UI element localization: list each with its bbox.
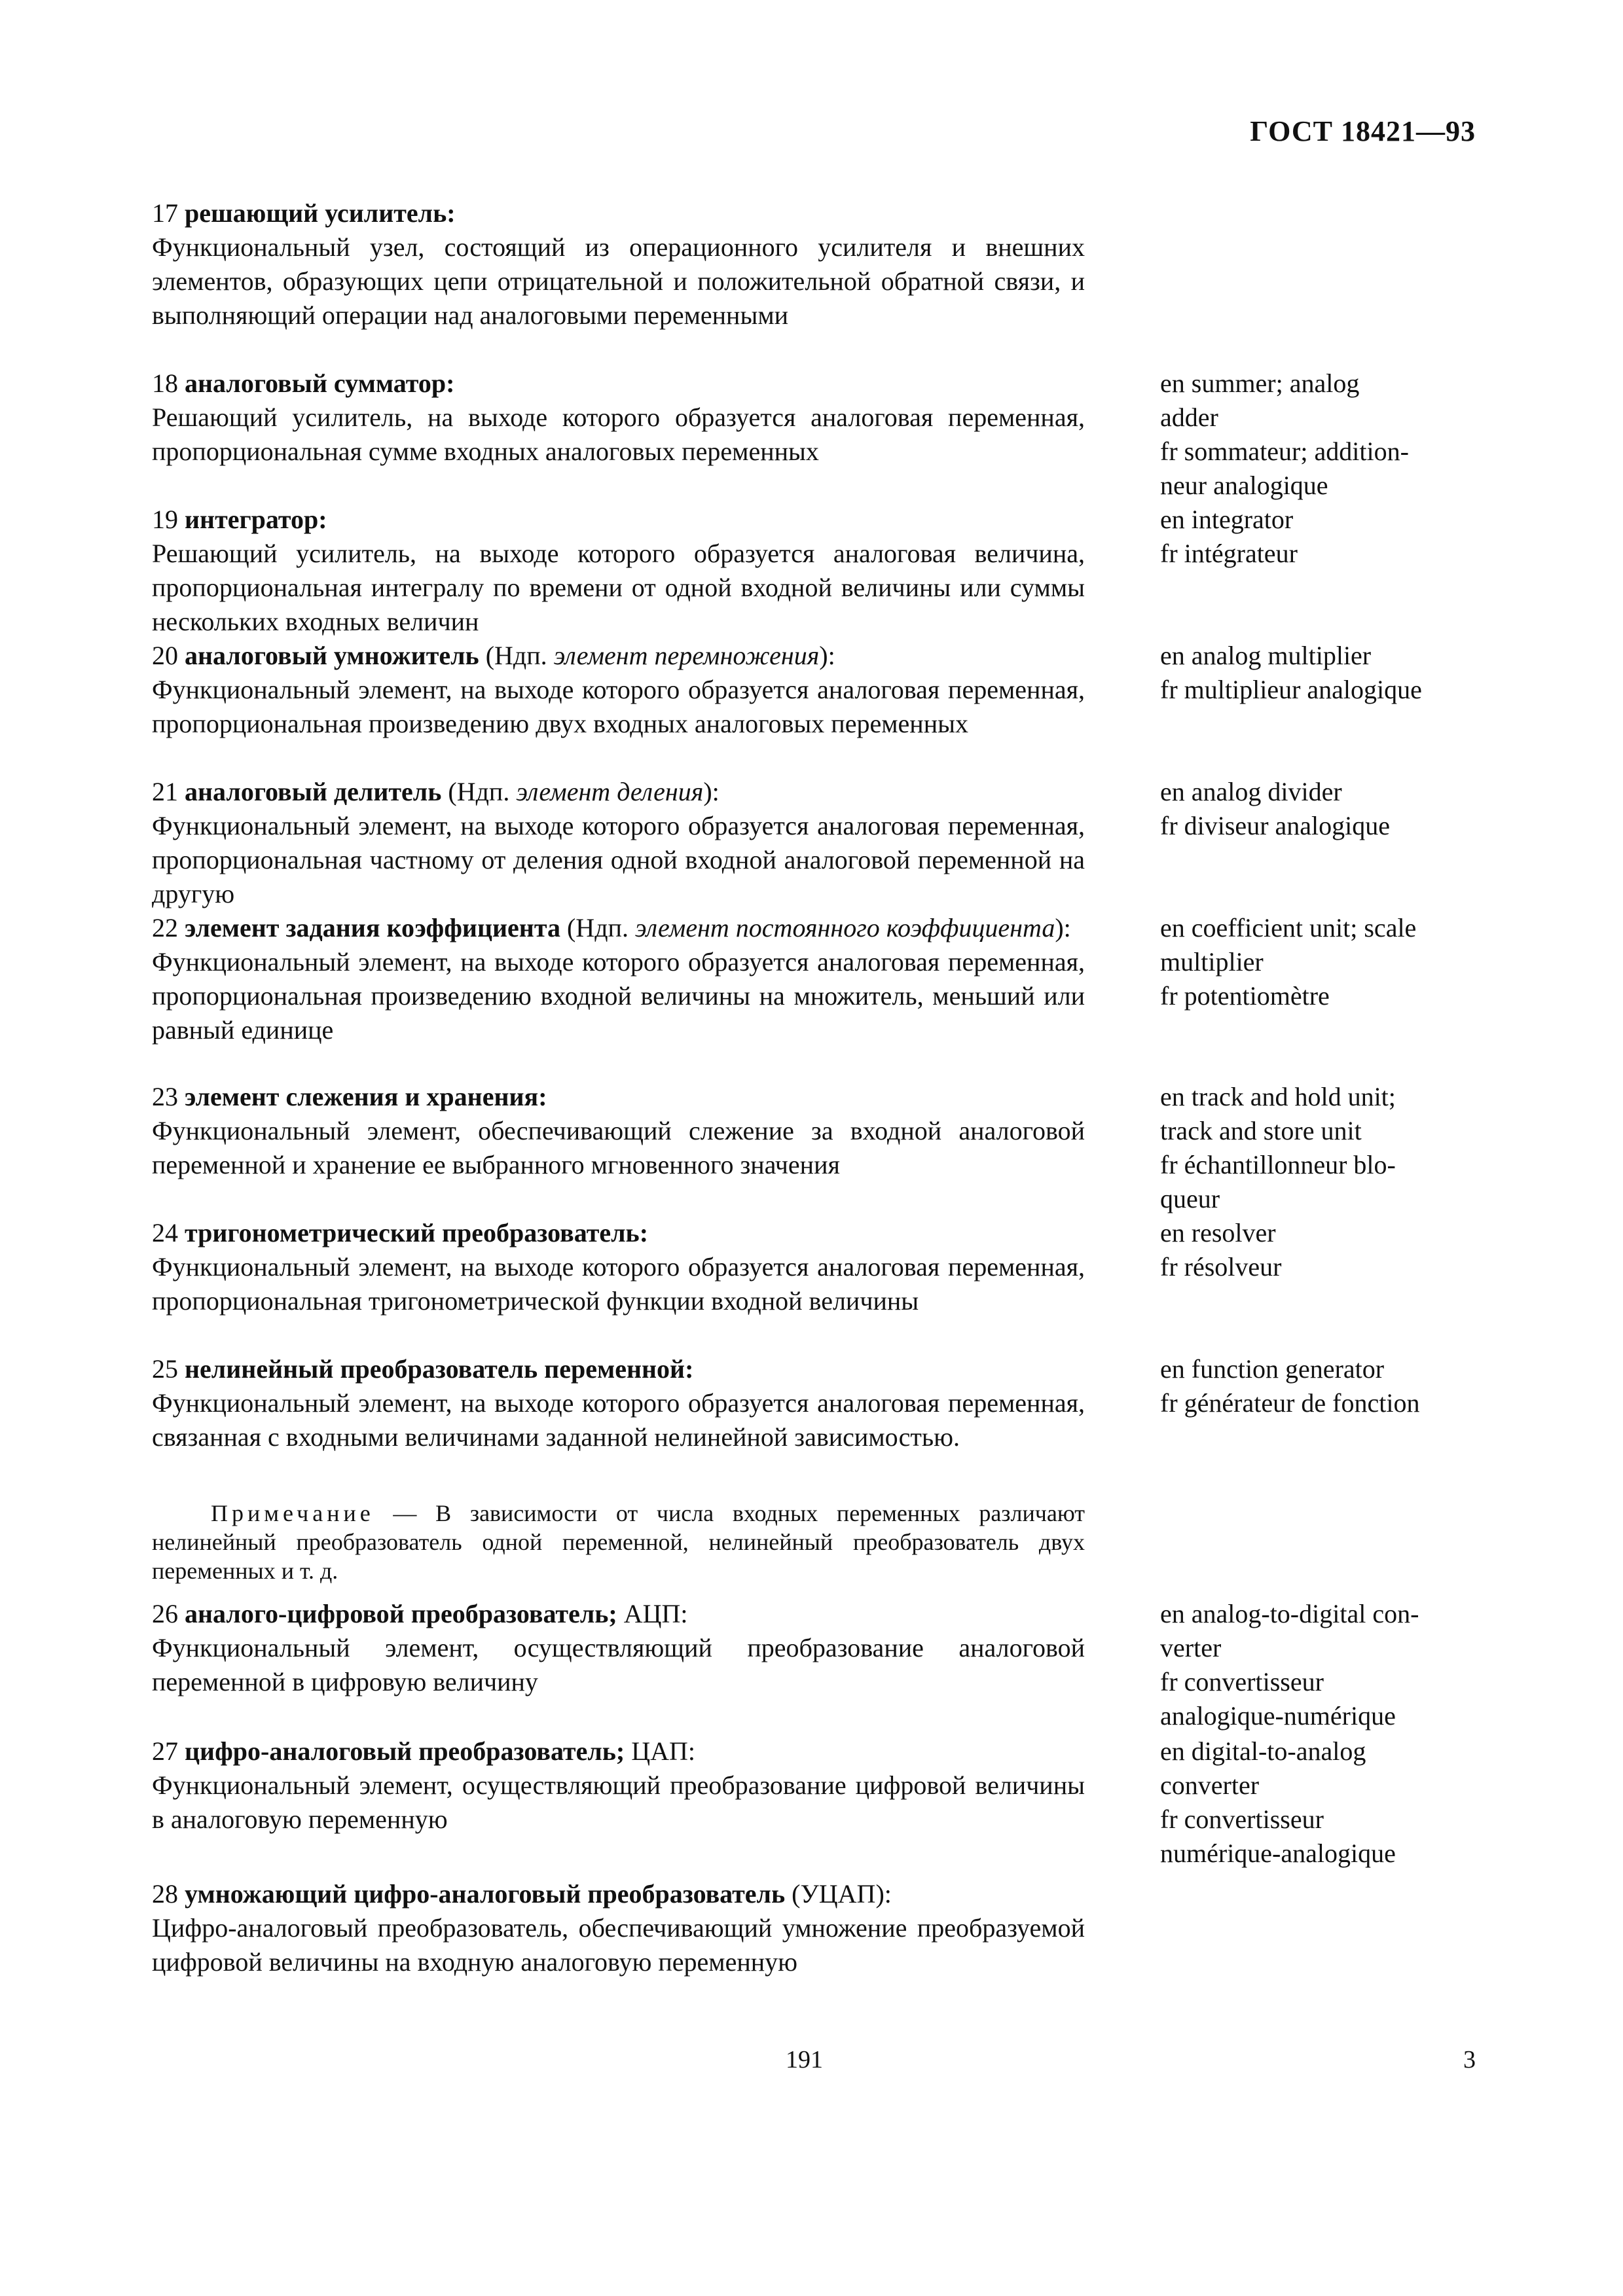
foreign-equivalents [1160,1080,1481,1216]
deprecated-close: ): [1055,913,1071,942]
term-name: цифро-аналоговый преобразователь; [185,1736,625,1766]
note-label: Примечание [211,1500,374,1526]
term-number: 24 [152,1218,178,1247]
equivalent-line: fr échantillonneur blo- [1160,1150,1396,1179]
foreign-equivalents [1160,639,1481,707]
equivalent-line: en coefficient unit; scale [1160,913,1417,942]
equivalent-line: verter [1160,1633,1222,1662]
equivalent-line: en analog-to-digital con- [1160,1599,1419,1628]
foreign-equivalents [1160,775,1481,843]
equivalent-line: fr sommateur; addition- [1160,437,1409,466]
deprecated-prefix: (Ндп. [479,641,554,670]
term-block [152,1734,1085,1837]
term-block [152,775,1085,911]
equivalent-line: multiplier [1160,947,1264,977]
equivalent-line: converter [1160,1770,1260,1800]
term-number: 27 [152,1736,178,1766]
term-definition: Решающий усилитель, на выходе которого образуется аналоговая величина, пропорциональная интегралу по времени от одной входной величины или суммы нескольких входных величин [152,539,1085,636]
equivalent-line: numérique-analogique [1160,1839,1396,1868]
term-definition: Функциональный элемент, обеспечивающий слежение за входной аналоговой переменной и хранение ее выбранного мгновенного значения [152,1116,1085,1179]
term-block [152,1216,1085,1318]
equivalent-line: fr générateur de fonction [1160,1388,1420,1418]
equivalent-line: fr convertisseur [1160,1804,1324,1834]
term-block [152,1080,1085,1182]
term-definition: Функциональный узел, состоящий из операционного усилителя и внешних элементов, образующих цепи отрицательной и положительной обратной связи, и выполняющий операции над аналоговыми переменными [152,232,1085,330]
page-number: 191 [786,2046,823,2073]
foreign-equivalents [1160,1597,1481,1733]
term-definition: Функциональный элемент, на выходе которого образуется аналоговая переменная, связанная с входными величинами заданной нелинейной зависимостью. [152,1388,1085,1452]
term-block [152,1352,1085,1454]
term-number: 18 [152,368,178,398]
equivalent-line: analogique-numérique [1160,1701,1396,1731]
equivalent-line: fr diviseur analogique [1160,811,1390,840]
term-name: умножающий цифро-аналоговый преобразователь [185,1879,786,1909]
term-name: решающий усилитель: [185,198,456,228]
term-name: элемент задания коэффициента [185,913,560,942]
equivalent-line: en digital-to-analog [1160,1736,1366,1766]
equivalent-line: fr intégrateur [1160,539,1298,568]
term-block [152,367,1085,469]
term-block [152,1877,1085,1979]
equivalent-line: en summer; analog [1160,368,1360,398]
equivalent-line: adder [1160,403,1218,432]
term-name: интегратор: [185,505,327,534]
term-name: аналоговый умножитель [185,641,479,670]
term-name: нелинейный преобразователь переменной: [185,1354,694,1384]
foreign-equivalents [1160,911,1481,1013]
equivalent-line: track and store unit [1160,1116,1362,1145]
foreign-equivalents [1160,367,1481,503]
term-definition: Функциональный элемент, на выходе которого образуется аналоговая переменная, пропорциональная произведению входной величины на множитель, меньший или равный единице [152,947,1085,1045]
standard-code: ГОСТ 18421—93 [1250,115,1476,147]
term-definition: Функциональный элемент, на выходе которого образуется аналоговая переменная, пропорциональная произведению двух входных аналоговых переменных [152,675,1085,738]
term-block [152,911,1085,1047]
deprecated-term: элемент постоянного коэффициента [634,913,1055,942]
sheet-number: 3 [1463,2046,1476,2073]
note-text: — В зависимости от числа входных переменных различают нелинейный преобразователь одной переменной, нелинейный преобразователь двух переменных и т. д. [152,1500,1085,1584]
term-block [152,503,1085,639]
equivalent-line: en integrator [1160,505,1294,534]
equivalent-line: fr convertisseur [1160,1667,1324,1696]
term-definition: Цифро-аналоговый преобразователь, обеспечивающий умножение преобразуемой цифровой величины на входную аналоговую переменную [152,1913,1085,1977]
term-number: 19 [152,505,178,534]
term-name: элемент слежения и хранения: [185,1082,547,1111]
deprecated-term: элемент перемножения [553,641,820,670]
foreign-equivalents [1160,1352,1481,1420]
term-name: тригонометрический преобразователь: [185,1218,649,1247]
term-number: 17 [152,198,178,228]
equivalent-line: queur [1160,1184,1220,1213]
term-number: 21 [152,777,178,806]
term-number: 20 [152,641,178,670]
term-number: 23 [152,1082,178,1111]
term-number: 28 [152,1879,178,1909]
equivalent-line: en track and hold unit; [1160,1082,1396,1111]
equivalent-line: neur analogique [1160,471,1328,500]
term-number: 26 [152,1599,178,1628]
equivalent-line: en analog multiplier [1160,641,1372,670]
term-abbreviation: ЦАП: [625,1736,696,1766]
term-definition: Решающий усилитель, на выходе которого образуется аналоговая переменная, пропорциональная сумме входных аналоговых переменных [152,403,1085,466]
deprecated-prefix: (Ндп. [560,913,635,942]
term-name: аналоговый сумматор: [185,368,455,398]
term-definition: Функциональный элемент, осуществляющий преобразование аналоговой переменной в цифровую величину [152,1633,1085,1696]
foreign-equivalents [1160,503,1481,571]
equivalent-line: en resolver [1160,1218,1276,1247]
note-paragraph [152,1499,1085,1585]
deprecated-close: ): [819,641,835,670]
equivalent-line: en analog divider [1160,777,1342,806]
foreign-equivalents [1160,1734,1481,1871]
term-definition: Функциональный элемент, осуществляющий преобразование цифровой величины в аналоговую переменную [152,1770,1085,1834]
term-abbreviation: (УЦАП): [785,1879,892,1909]
term-block [152,1597,1085,1699]
deprecated-prefix: (Ндп. [441,777,517,806]
term-definition: Функциональный элемент, на выходе которого образуется аналоговая переменная, пропорциональная частному от деления одной входной аналоговой переменной на другую [152,811,1085,908]
equivalent-line: fr potentiomètre [1160,981,1330,1011]
term-number: 22 [152,913,178,942]
term-abbreviation: АЦП: [617,1599,688,1628]
equivalent-line: fr multiplieur analogique [1160,675,1422,704]
term-definition: Функциональный элемент, на выходе которого образуется аналоговая переменная, пропорциональная тригонометрической функции входной величины [152,1252,1085,1316]
term-block [152,196,1085,332]
deprecated-term: элемент деления [516,777,704,806]
term-number: 25 [152,1354,178,1384]
equivalent-line: fr résolveur [1160,1252,1282,1282]
foreign-equivalents [1160,1216,1481,1284]
equivalent-line: en function generator [1160,1354,1385,1384]
term-name: аналоговый делитель [185,777,442,806]
term-name: аналого-цифровой преобразователь; [185,1599,617,1628]
deprecated-close: ): [703,777,720,806]
term-block [152,639,1085,741]
